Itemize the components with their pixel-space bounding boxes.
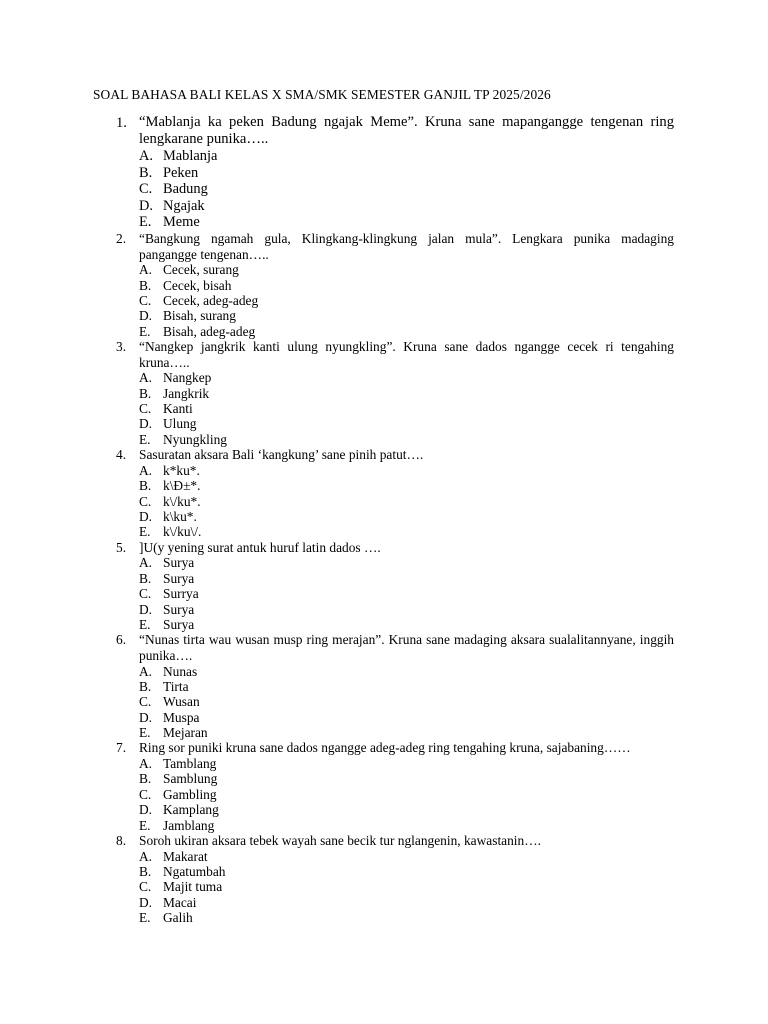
option-letter: C. bbox=[139, 694, 152, 710]
option-text: Muspa bbox=[163, 709, 200, 725]
answer-option bbox=[139, 555, 768, 570]
option-text: Gambling bbox=[163, 786, 217, 802]
answer-options bbox=[0, 555, 768, 632]
question-item bbox=[0, 339, 768, 447]
option-text: Samblung bbox=[163, 771, 218, 787]
option-letter: B. bbox=[139, 570, 152, 586]
question-number: 3. bbox=[116, 339, 127, 355]
answer-option bbox=[139, 771, 768, 786]
question-number: 6. bbox=[116, 632, 127, 648]
option-text: Mejaran bbox=[163, 725, 208, 741]
answer-options bbox=[0, 664, 768, 741]
option-letter: A. bbox=[139, 148, 153, 164]
question-item bbox=[0, 540, 768, 633]
option-text: Surrya bbox=[163, 586, 199, 602]
answer-option bbox=[139, 910, 768, 925]
option-letter: A. bbox=[139, 663, 153, 679]
answer-option bbox=[139, 664, 768, 679]
question-item bbox=[0, 447, 768, 540]
option-letter: C. bbox=[139, 181, 153, 198]
option-text: Surya bbox=[163, 616, 195, 632]
question-text: ]U(y yening surat antuk huruf latin dados …. bbox=[139, 539, 381, 555]
option-text: Surya bbox=[163, 555, 195, 571]
option-text: Makarat bbox=[163, 848, 208, 864]
option-text: k*ku*. bbox=[163, 462, 200, 478]
option-letter: D. bbox=[139, 416, 153, 432]
answer-option bbox=[139, 524, 768, 539]
option-text: Majit tuma bbox=[163, 879, 223, 895]
answer-option bbox=[139, 401, 768, 416]
answer-option bbox=[139, 617, 768, 632]
answer-option bbox=[139, 602, 768, 617]
option-text: Cecek, surang bbox=[163, 262, 239, 278]
answer-option bbox=[139, 463, 768, 478]
option-text: Cecek, adeg-adeg bbox=[163, 292, 259, 308]
question-item bbox=[0, 833, 768, 926]
option-text: k\/ku\/. bbox=[163, 524, 202, 540]
question-list bbox=[0, 114, 768, 926]
option-text: Badung bbox=[163, 181, 208, 198]
question-text: Sasuratan aksara Bali ‘kangkung’ sane pinih patut…. bbox=[139, 447, 424, 463]
option-letter: D. bbox=[139, 308, 153, 324]
option-text: k\Ð±*. bbox=[163, 478, 201, 494]
question-text: “Nangkep jangkrik kanti ulung nyungkling”. Kruna sane dados ngangge cecek ri tengahing kruna….. bbox=[139, 339, 674, 370]
answer-option bbox=[139, 802, 768, 817]
option-letter: D. bbox=[139, 802, 153, 818]
answer-options bbox=[0, 756, 768, 833]
answer-option bbox=[139, 694, 768, 709]
option-text: Jangkrik bbox=[163, 385, 210, 401]
answer-option bbox=[139, 181, 768, 198]
answer-option bbox=[139, 308, 768, 323]
answer-options bbox=[0, 370, 768, 447]
option-text: Nunas bbox=[163, 663, 198, 679]
option-text: Kamplang bbox=[163, 802, 219, 818]
question-number: 5. bbox=[116, 539, 127, 555]
answer-option bbox=[139, 849, 768, 864]
option-text: Tirta bbox=[163, 678, 189, 694]
question-number: 1. bbox=[116, 115, 127, 131]
option-letter: B. bbox=[139, 771, 152, 787]
answer-option bbox=[139, 370, 768, 385]
answer-option bbox=[139, 432, 768, 447]
option-text: Galih bbox=[163, 910, 193, 926]
answer-options bbox=[0, 849, 768, 926]
option-text: Peken bbox=[163, 164, 199, 181]
answer-options bbox=[0, 148, 768, 231]
answer-option bbox=[139, 725, 768, 740]
option-letter: C. bbox=[139, 493, 152, 509]
option-letter: E. bbox=[139, 524, 151, 540]
answer-option bbox=[139, 416, 768, 431]
option-text: Surya bbox=[163, 601, 195, 617]
option-letter: B. bbox=[139, 864, 152, 880]
option-letter: B. bbox=[139, 385, 152, 401]
option-text: Ngajak bbox=[163, 197, 205, 214]
option-letter: C. bbox=[139, 879, 152, 895]
option-text: Macai bbox=[163, 894, 197, 910]
answer-option bbox=[139, 214, 768, 231]
option-letter: A. bbox=[139, 555, 153, 571]
option-text: k\ku*. bbox=[163, 509, 197, 525]
question-item bbox=[0, 740, 768, 833]
option-letter: D. bbox=[139, 709, 153, 725]
answer-option bbox=[139, 879, 768, 894]
option-letter: B. bbox=[139, 678, 152, 694]
option-text: Tamblang bbox=[163, 756, 217, 772]
answer-option bbox=[139, 756, 768, 771]
option-letter: A. bbox=[139, 262, 153, 278]
option-letter: A. bbox=[139, 462, 153, 478]
answer-option bbox=[139, 509, 768, 524]
option-text: Nyungkling bbox=[163, 431, 227, 447]
answer-option bbox=[139, 278, 768, 293]
question-item bbox=[0, 114, 768, 231]
question-number: 2. bbox=[116, 230, 127, 246]
answer-option bbox=[139, 165, 768, 182]
option-text: Bisah, adeg-adeg bbox=[163, 323, 256, 339]
answer-option bbox=[139, 818, 768, 833]
answer-option bbox=[139, 895, 768, 910]
option-text: Cecek, bisah bbox=[163, 277, 232, 293]
question-text: “Bangkung ngamah gula, Klingkang-klingkung jalan mula”. Lengkara punika madaging pangangge tengenan….. bbox=[139, 230, 674, 262]
question-item bbox=[0, 231, 768, 339]
question-item bbox=[0, 632, 768, 740]
answer-option bbox=[139, 386, 768, 401]
question-number: 7. bbox=[116, 740, 127, 756]
option-letter: B. bbox=[139, 164, 153, 181]
answer-option bbox=[139, 293, 768, 308]
option-letter: D. bbox=[139, 509, 153, 525]
option-text: Nangkep bbox=[163, 370, 212, 386]
question-number: 4. bbox=[116, 447, 127, 463]
option-text: Jamblang bbox=[163, 817, 215, 833]
answer-option bbox=[139, 710, 768, 725]
option-text: Wusan bbox=[163, 694, 200, 710]
option-letter: B. bbox=[139, 277, 152, 293]
option-text: Ngatumbah bbox=[163, 864, 226, 880]
option-letter: E. bbox=[139, 817, 151, 833]
answer-option bbox=[139, 586, 768, 601]
answer-option bbox=[139, 198, 768, 215]
question-text: Ring sor puniki kruna sane dados ngangge adeg-adeg ring tengahing kruna, sajabaning…… bbox=[139, 740, 631, 756]
option-letter: C. bbox=[139, 586, 152, 602]
option-letter: E. bbox=[139, 725, 151, 741]
answer-option bbox=[139, 478, 768, 493]
answer-option bbox=[139, 679, 768, 694]
option-text: k\/ku*. bbox=[163, 493, 201, 509]
page-title: SOAL BAHASA BALI KELAS X SMA/SMK SEMESTER GANJIL TP 2025/2026 bbox=[93, 87, 551, 102]
option-text: Surya bbox=[163, 570, 195, 586]
question-text: Soroh ukiran aksara tebek wayah sane becik tur nglangenin, kawastanin…. bbox=[139, 833, 541, 849]
option-letter: E. bbox=[139, 910, 151, 926]
option-letter: E. bbox=[139, 616, 151, 632]
option-text: Bisah, surang bbox=[163, 308, 236, 324]
answer-option bbox=[139, 324, 768, 339]
answer-option bbox=[139, 787, 768, 802]
option-letter: B. bbox=[139, 478, 152, 494]
option-letter: A. bbox=[139, 756, 153, 772]
option-letter: C. bbox=[139, 401, 152, 417]
option-letter: E. bbox=[139, 323, 151, 339]
question-number: 8. bbox=[116, 833, 127, 849]
answer-options bbox=[0, 463, 768, 540]
option-text: Ulung bbox=[163, 416, 197, 432]
answer-option bbox=[139, 571, 768, 586]
option-text: Mablanja bbox=[163, 148, 218, 164]
answer-option bbox=[139, 494, 768, 509]
option-letter: E. bbox=[139, 214, 152, 231]
option-letter: E. bbox=[139, 431, 151, 447]
option-letter: D. bbox=[139, 197, 153, 214]
option-letter: C. bbox=[139, 786, 152, 802]
answer-options bbox=[0, 262, 768, 339]
option-letter: D. bbox=[139, 601, 153, 617]
option-text: Meme bbox=[163, 214, 200, 231]
answer-option bbox=[139, 262, 768, 277]
question-text: “Mablanja ka peken Badung ngajak Meme”. Kruna sane mapangangge tengenan ring lengkarane punika….. bbox=[139, 114, 674, 147]
option-text: Kanti bbox=[163, 401, 193, 417]
answer-option bbox=[139, 148, 768, 165]
answer-option bbox=[139, 864, 768, 879]
option-letter: A. bbox=[139, 370, 153, 386]
question-text: “Nunas tirta wau wusan musp ring merajan”. Kruna sane madaging aksara sualalitannyane, inggih punika…. bbox=[139, 632, 674, 663]
option-letter: C. bbox=[139, 292, 152, 308]
option-letter: D. bbox=[139, 894, 153, 910]
option-letter: A. bbox=[139, 848, 153, 864]
